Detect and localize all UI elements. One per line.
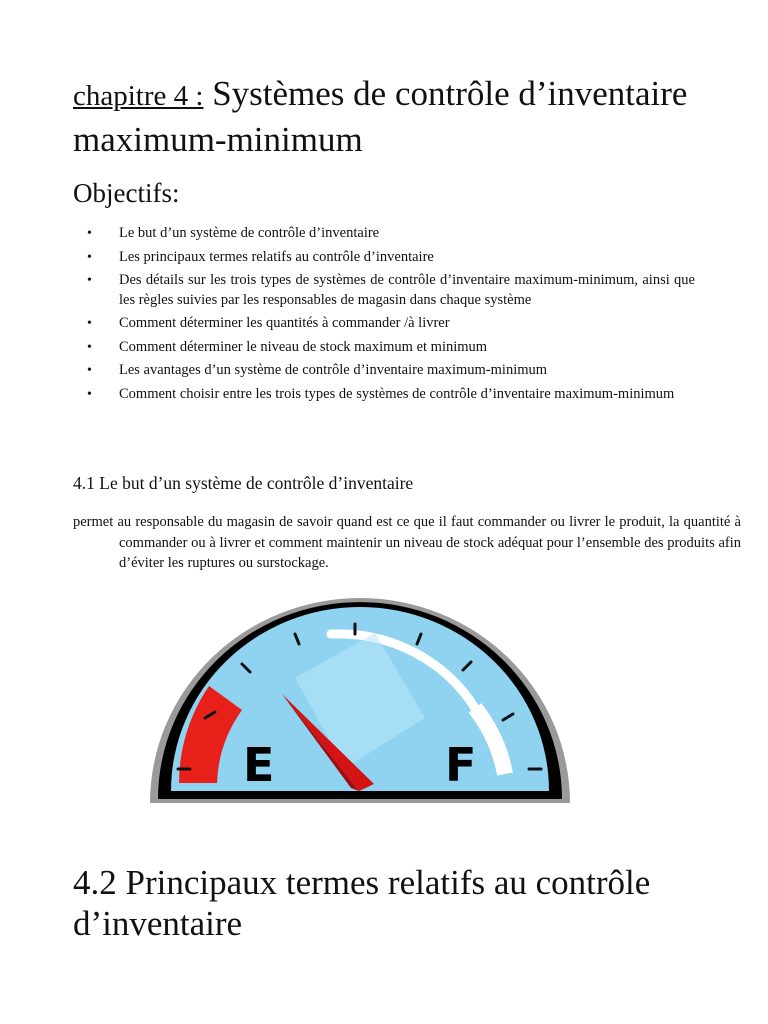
list-item-text: Le but d’un système de contrôle d’inventaire <box>119 225 380 241</box>
list-item <box>73 248 695 268</box>
section-paragraph: permet au responsable du magasin de savoir quand est ce que il faut commander ou livrer le produit, la quantité à commander ou à livrer et comment maintenir un niveau de stock adéquat pour l’ensemble des produits afin d’éviter les ruptures ou surstockage. <box>73 514 741 571</box>
section-heading-4-1 <box>73 471 413 495</box>
list-item <box>73 338 695 358</box>
list-item <box>73 224 695 244</box>
list-item-text: Les avantages d’un système de contrôle d’inventaire maximum-minimum <box>119 362 548 378</box>
bullet-icon: • <box>87 363 92 378</box>
list-item <box>73 361 695 381</box>
section-number: 4.1 <box>73 473 95 493</box>
section-heading-4-2: 4.2 Principaux termes relatifs au contrôle d’inventaire <box>73 863 651 943</box>
bullet-icon: • <box>87 226 92 241</box>
bullet-icon: • <box>87 339 92 355</box>
list-item-text: Comment choisir entre les trois types de systèmes de contrôle d’inventaire maximum-minimum <box>119 385 675 402</box>
objectives-heading: Objectifs: <box>73 178 180 208</box>
chapter-title-text: Systèmes de contrôle d’inventaire maximum-minimum <box>73 74 688 159</box>
bullet-icon: • <box>87 316 92 331</box>
list-item <box>73 271 695 310</box>
bullet-icon: • <box>87 386 92 402</box>
bullet-icon: • <box>87 249 92 265</box>
list-item-text: Comment déterminer le niveau de stock maximum et minimum <box>119 338 488 355</box>
section-title: Le but d’un système de contrôle d’inventaire <box>94 473 414 493</box>
fuel-gauge-illustration <box>145 598 575 808</box>
gauge-empty-label: E <box>243 738 275 792</box>
gauge-full-label: F <box>445 738 477 792</box>
list-item <box>73 314 695 334</box>
bullet-icon: • <box>87 273 92 288</box>
chapter-title <box>73 72 713 161</box>
list-item <box>73 385 695 405</box>
chapter-label: chapitre 4 : <box>73 80 204 112</box>
list-item-text: Des détails sur les trois types de systèmes de contrôle d’inventaire maximum-minimum, ainsi que les règles suivies par les responsables de magasin dans chaque système <box>119 272 695 308</box>
list-item-text: Comment déterminer les quantités à commander /à livrer <box>119 315 450 331</box>
objectives-list <box>73 224 695 408</box>
list-item-text: Les principaux termes relatifs au contrôle d’inventaire <box>119 248 434 265</box>
